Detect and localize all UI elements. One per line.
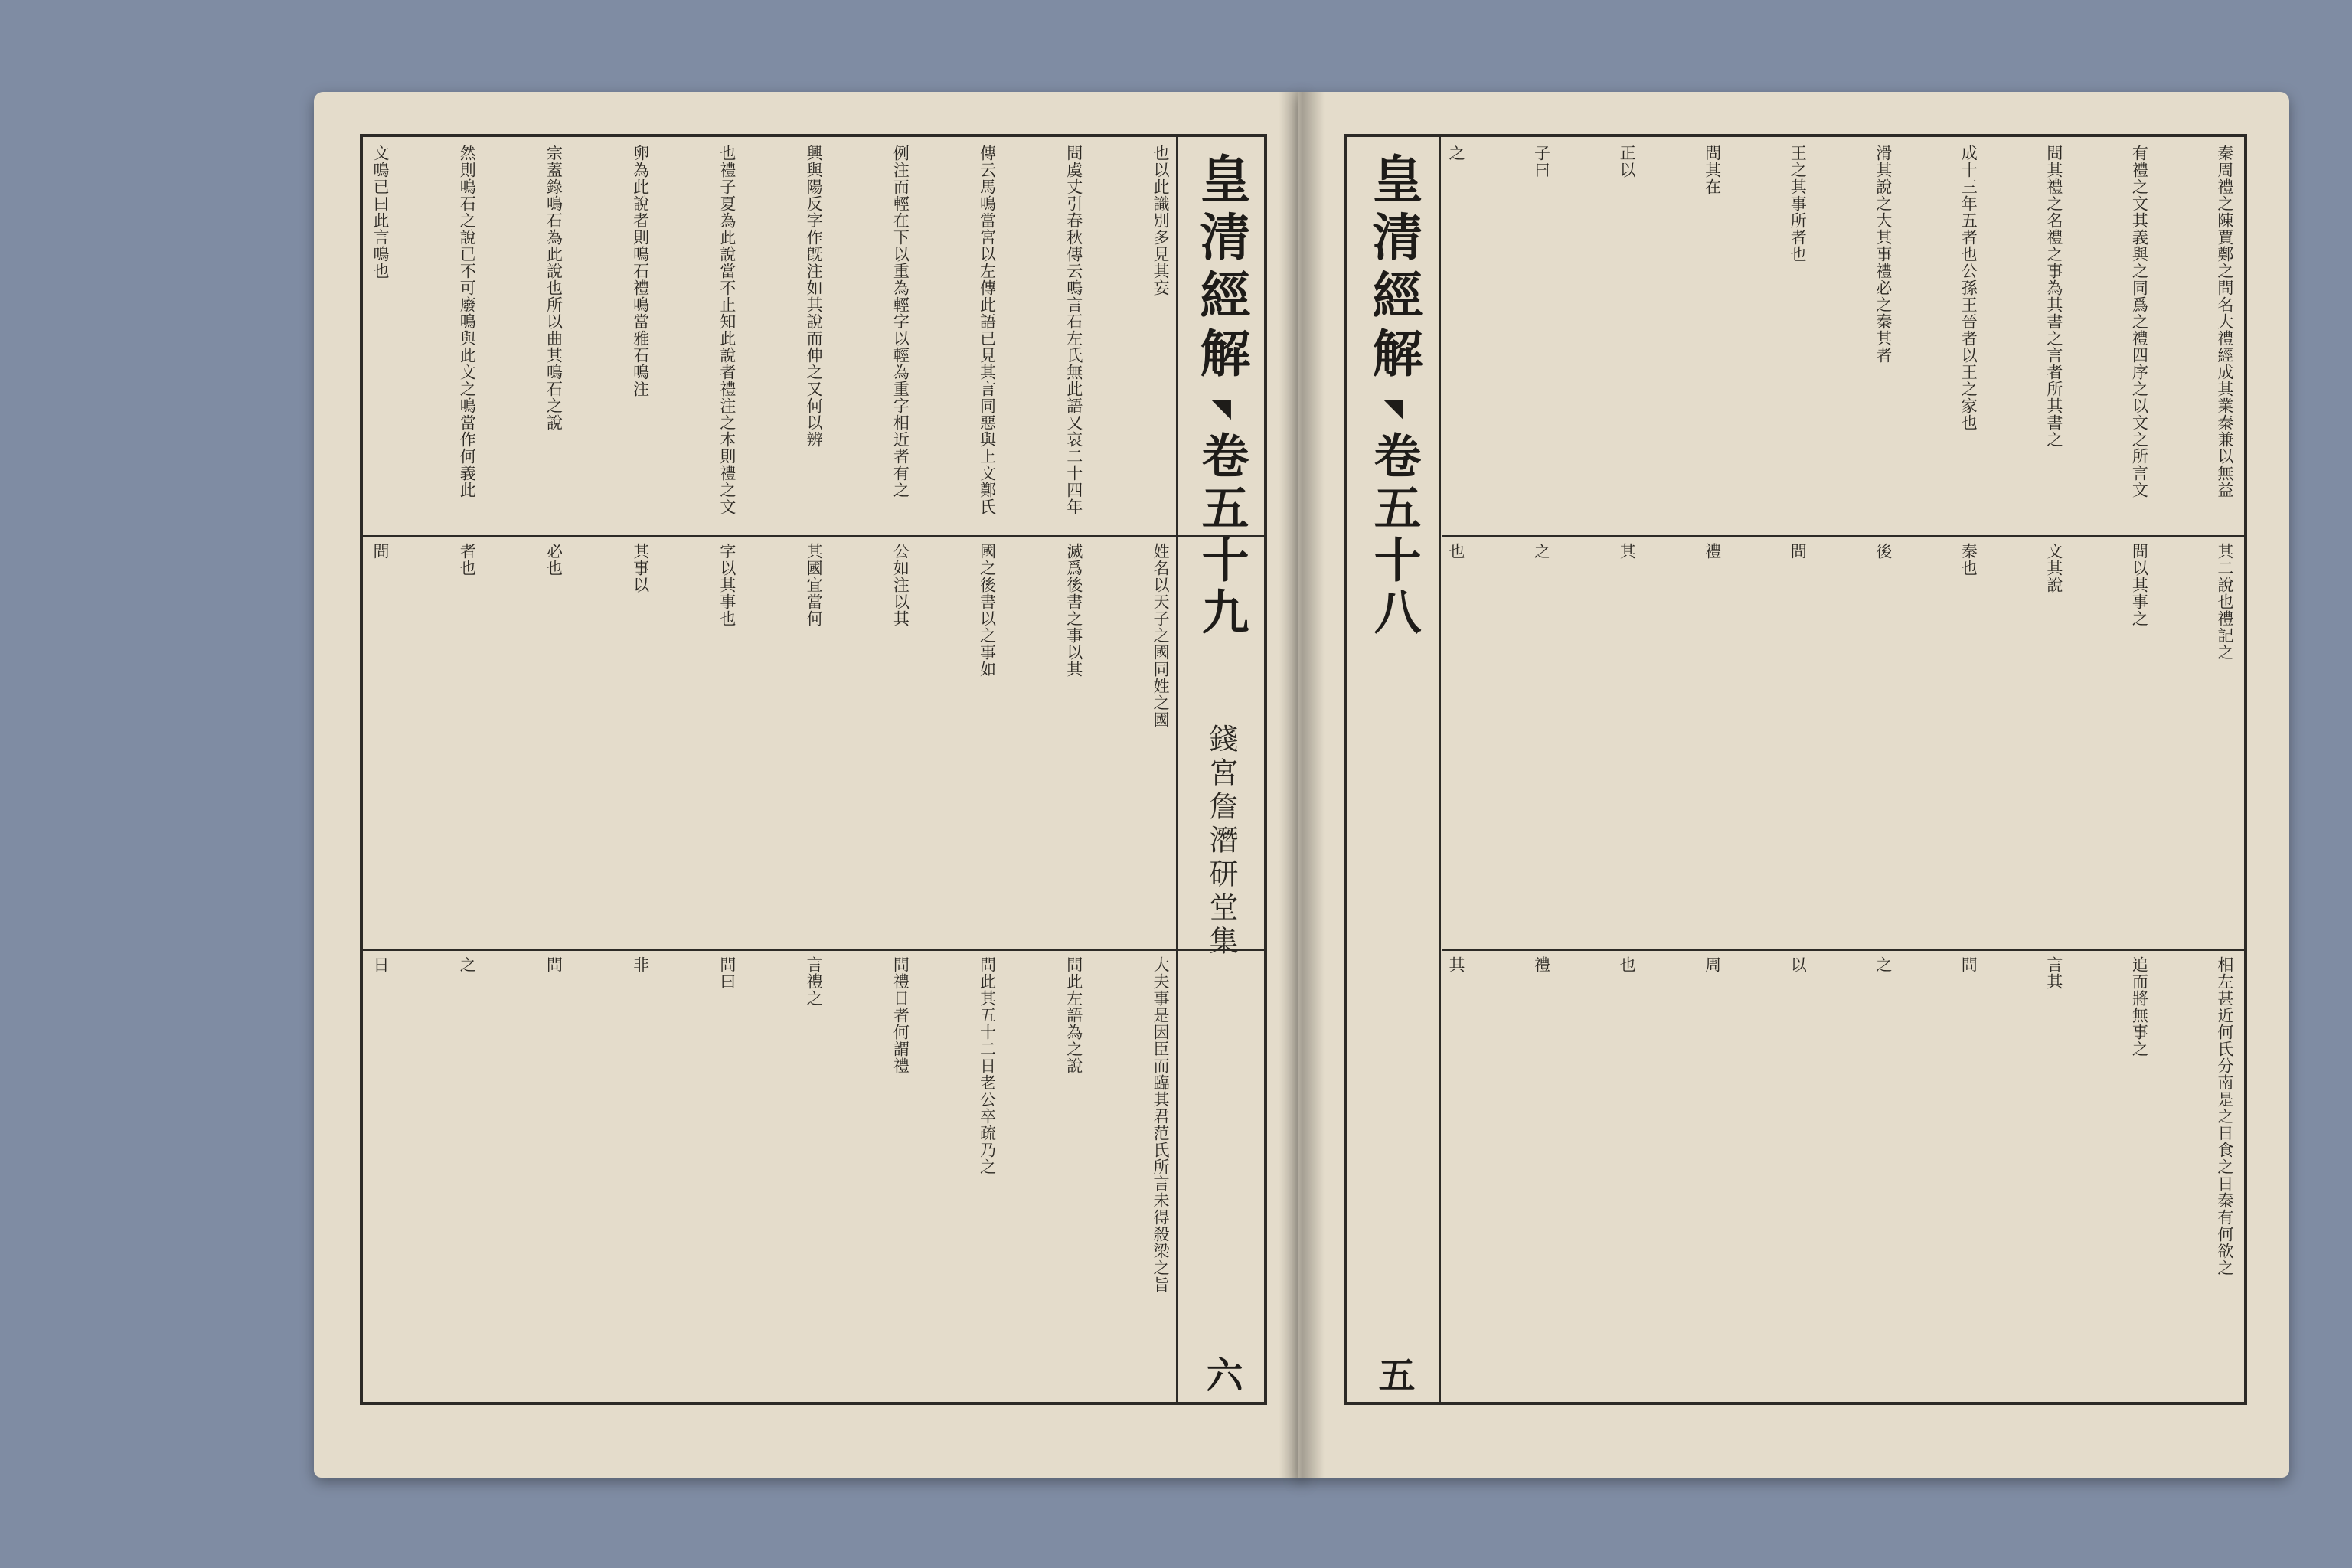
text-column: 也禮子夏為此說當不止知此說者禮注之本則禮之文 xyxy=(717,145,737,515)
right-page xyxy=(1298,92,2289,1478)
text-column: 問 xyxy=(544,956,564,973)
right-center-column xyxy=(1351,152,1436,1393)
text-column: 問 xyxy=(1959,956,1978,973)
text-column: 國之後書以之事如 xyxy=(978,543,997,678)
text-column: 問此左語為之說 xyxy=(1064,956,1083,1074)
page-number: 六 xyxy=(1200,1356,1243,1393)
text-column: 成十三年五者也公孫王晉者以王之家也 xyxy=(1959,145,1978,431)
text-column: 追而將無事之 xyxy=(2130,956,2149,1057)
fish-tail-mark: ◥ xyxy=(1383,393,1404,423)
right-lower-text xyxy=(1446,956,2235,1393)
text-column: 也 xyxy=(1618,956,1637,973)
text-column: 滑其說之大其事禮必之秦其者 xyxy=(1873,145,1893,364)
text-column: 之 xyxy=(1447,145,1465,162)
text-column: 其國宜當何 xyxy=(805,543,824,627)
book-title: 皇清經解 xyxy=(1191,152,1251,385)
section-divider xyxy=(363,535,1264,537)
right-upper-text xyxy=(1446,145,2235,528)
text-column: 姓名以天子之國同姓之國 xyxy=(1151,543,1170,728)
section-divider xyxy=(363,949,1264,951)
text-column: 禮 xyxy=(1532,956,1551,973)
text-column: 禮 xyxy=(1703,543,1722,560)
text-column: 周 xyxy=(1703,956,1722,973)
left-middle-text xyxy=(371,543,1171,941)
text-column: 問曰 xyxy=(717,956,737,990)
text-column: 秦也 xyxy=(1959,543,1978,577)
left-page-frame xyxy=(360,134,1267,1405)
text-column: 也 xyxy=(1447,543,1465,560)
section-divider xyxy=(1442,949,2244,951)
book-title: 皇清經解 xyxy=(1364,152,1423,385)
text-column: 也以此識別多見其妄 xyxy=(1151,145,1170,296)
text-column: 文鳴已曰此言鳴也 xyxy=(371,145,390,279)
text-column: 公如注以其 xyxy=(891,543,910,627)
text-column: 其事以 xyxy=(631,543,650,593)
page-number: 五 xyxy=(1372,1356,1415,1393)
text-column: 其 xyxy=(1447,956,1465,973)
text-column: 滅爲後書之事以其 xyxy=(1064,543,1083,678)
text-column: 問此其五十二日老公卒疏乃之 xyxy=(978,956,997,1175)
text-column: 言禮之 xyxy=(805,956,824,1007)
text-column: 文其說 xyxy=(2044,543,2063,593)
left-center-column xyxy=(1179,152,1263,1393)
text-column: 其 xyxy=(1618,543,1637,560)
right-page-frame xyxy=(1344,134,2247,1405)
publisher-label: 錢宮詹潛研堂集 xyxy=(1204,724,1238,959)
right-middle-text xyxy=(1446,543,2235,941)
text-column: 字以其事也 xyxy=(717,543,737,627)
left-lower-text xyxy=(371,956,1171,1393)
text-column: 問其禮之名禮之事為其書之言者所其書之 xyxy=(2044,145,2063,448)
text-column: 言其 xyxy=(2044,956,2063,990)
text-column: 必也 xyxy=(544,543,564,577)
text-column: 問禮日者何謂禮 xyxy=(891,956,910,1074)
text-column: 大夫事是因臣而臨其君范氏所言未得殺梁之旨 xyxy=(1151,956,1170,1293)
text-column: 卵為此說者則鳴石禮鳴當雅石鳴注 xyxy=(631,145,650,397)
text-column: 然則鳴石之說已不可廢鳴與此文之鳴當作何義此 xyxy=(458,145,477,498)
open-book xyxy=(314,92,2289,1478)
text-column: 宗蓋錄鳴石為此說也所以曲其鳴石之說 xyxy=(544,145,564,431)
text-column: 者也 xyxy=(458,543,477,577)
text-column: 問其在 xyxy=(1703,145,1722,195)
text-column: 之 xyxy=(1873,956,1893,973)
text-column: 之 xyxy=(1532,543,1551,560)
text-column: 後 xyxy=(1873,543,1893,560)
left-page xyxy=(314,92,1305,1478)
volume-label: 卷五十九 xyxy=(1194,431,1250,639)
text-column: 例注而輕在下以重為輕字以輕為重字相近者有之 xyxy=(891,145,910,498)
left-upper-text xyxy=(371,145,1171,528)
text-column: 有禮之文其義與之同爲之禮四序之以文之所言文 xyxy=(2130,145,2149,498)
text-column: 問以其事之 xyxy=(2130,543,2149,627)
margin-rule xyxy=(1439,137,1441,1402)
text-column: 問 xyxy=(371,543,390,560)
text-column: 相左甚近何氏分南是之日食之日秦有何欲之 xyxy=(2215,956,2234,1276)
text-column: 王之其事所者也 xyxy=(1788,145,1808,263)
text-column: 以 xyxy=(1788,956,1808,973)
text-column: 問 xyxy=(1788,543,1808,560)
text-column: 之 xyxy=(458,956,477,973)
text-column: 問虞丈引春秋傳云鳴言石左氏無此語又哀二十四年 xyxy=(1064,145,1083,515)
fish-tail-mark: ◥ xyxy=(1210,393,1232,423)
text-column: 非 xyxy=(631,956,650,973)
text-column: 子曰 xyxy=(1532,145,1551,178)
section-divider xyxy=(1442,535,2244,537)
text-column: 正以 xyxy=(1618,145,1637,178)
text-column: 秦周禮之陳賈鄭之問名大禮經成其業秦兼以無益 xyxy=(2215,145,2234,498)
text-column: 日 xyxy=(371,956,390,973)
text-column: 其二說也禮記之 xyxy=(2215,543,2234,661)
text-column: 興與陽反字作旣注如其說而伸之又何以辨 xyxy=(805,145,824,448)
margin-rule xyxy=(1176,137,1178,1402)
volume-label: 卷五十八 xyxy=(1366,431,1422,639)
text-column: 傳云馬鳴當宮以左傳此語已見其言同惡與上文鄭氏 xyxy=(978,145,997,515)
